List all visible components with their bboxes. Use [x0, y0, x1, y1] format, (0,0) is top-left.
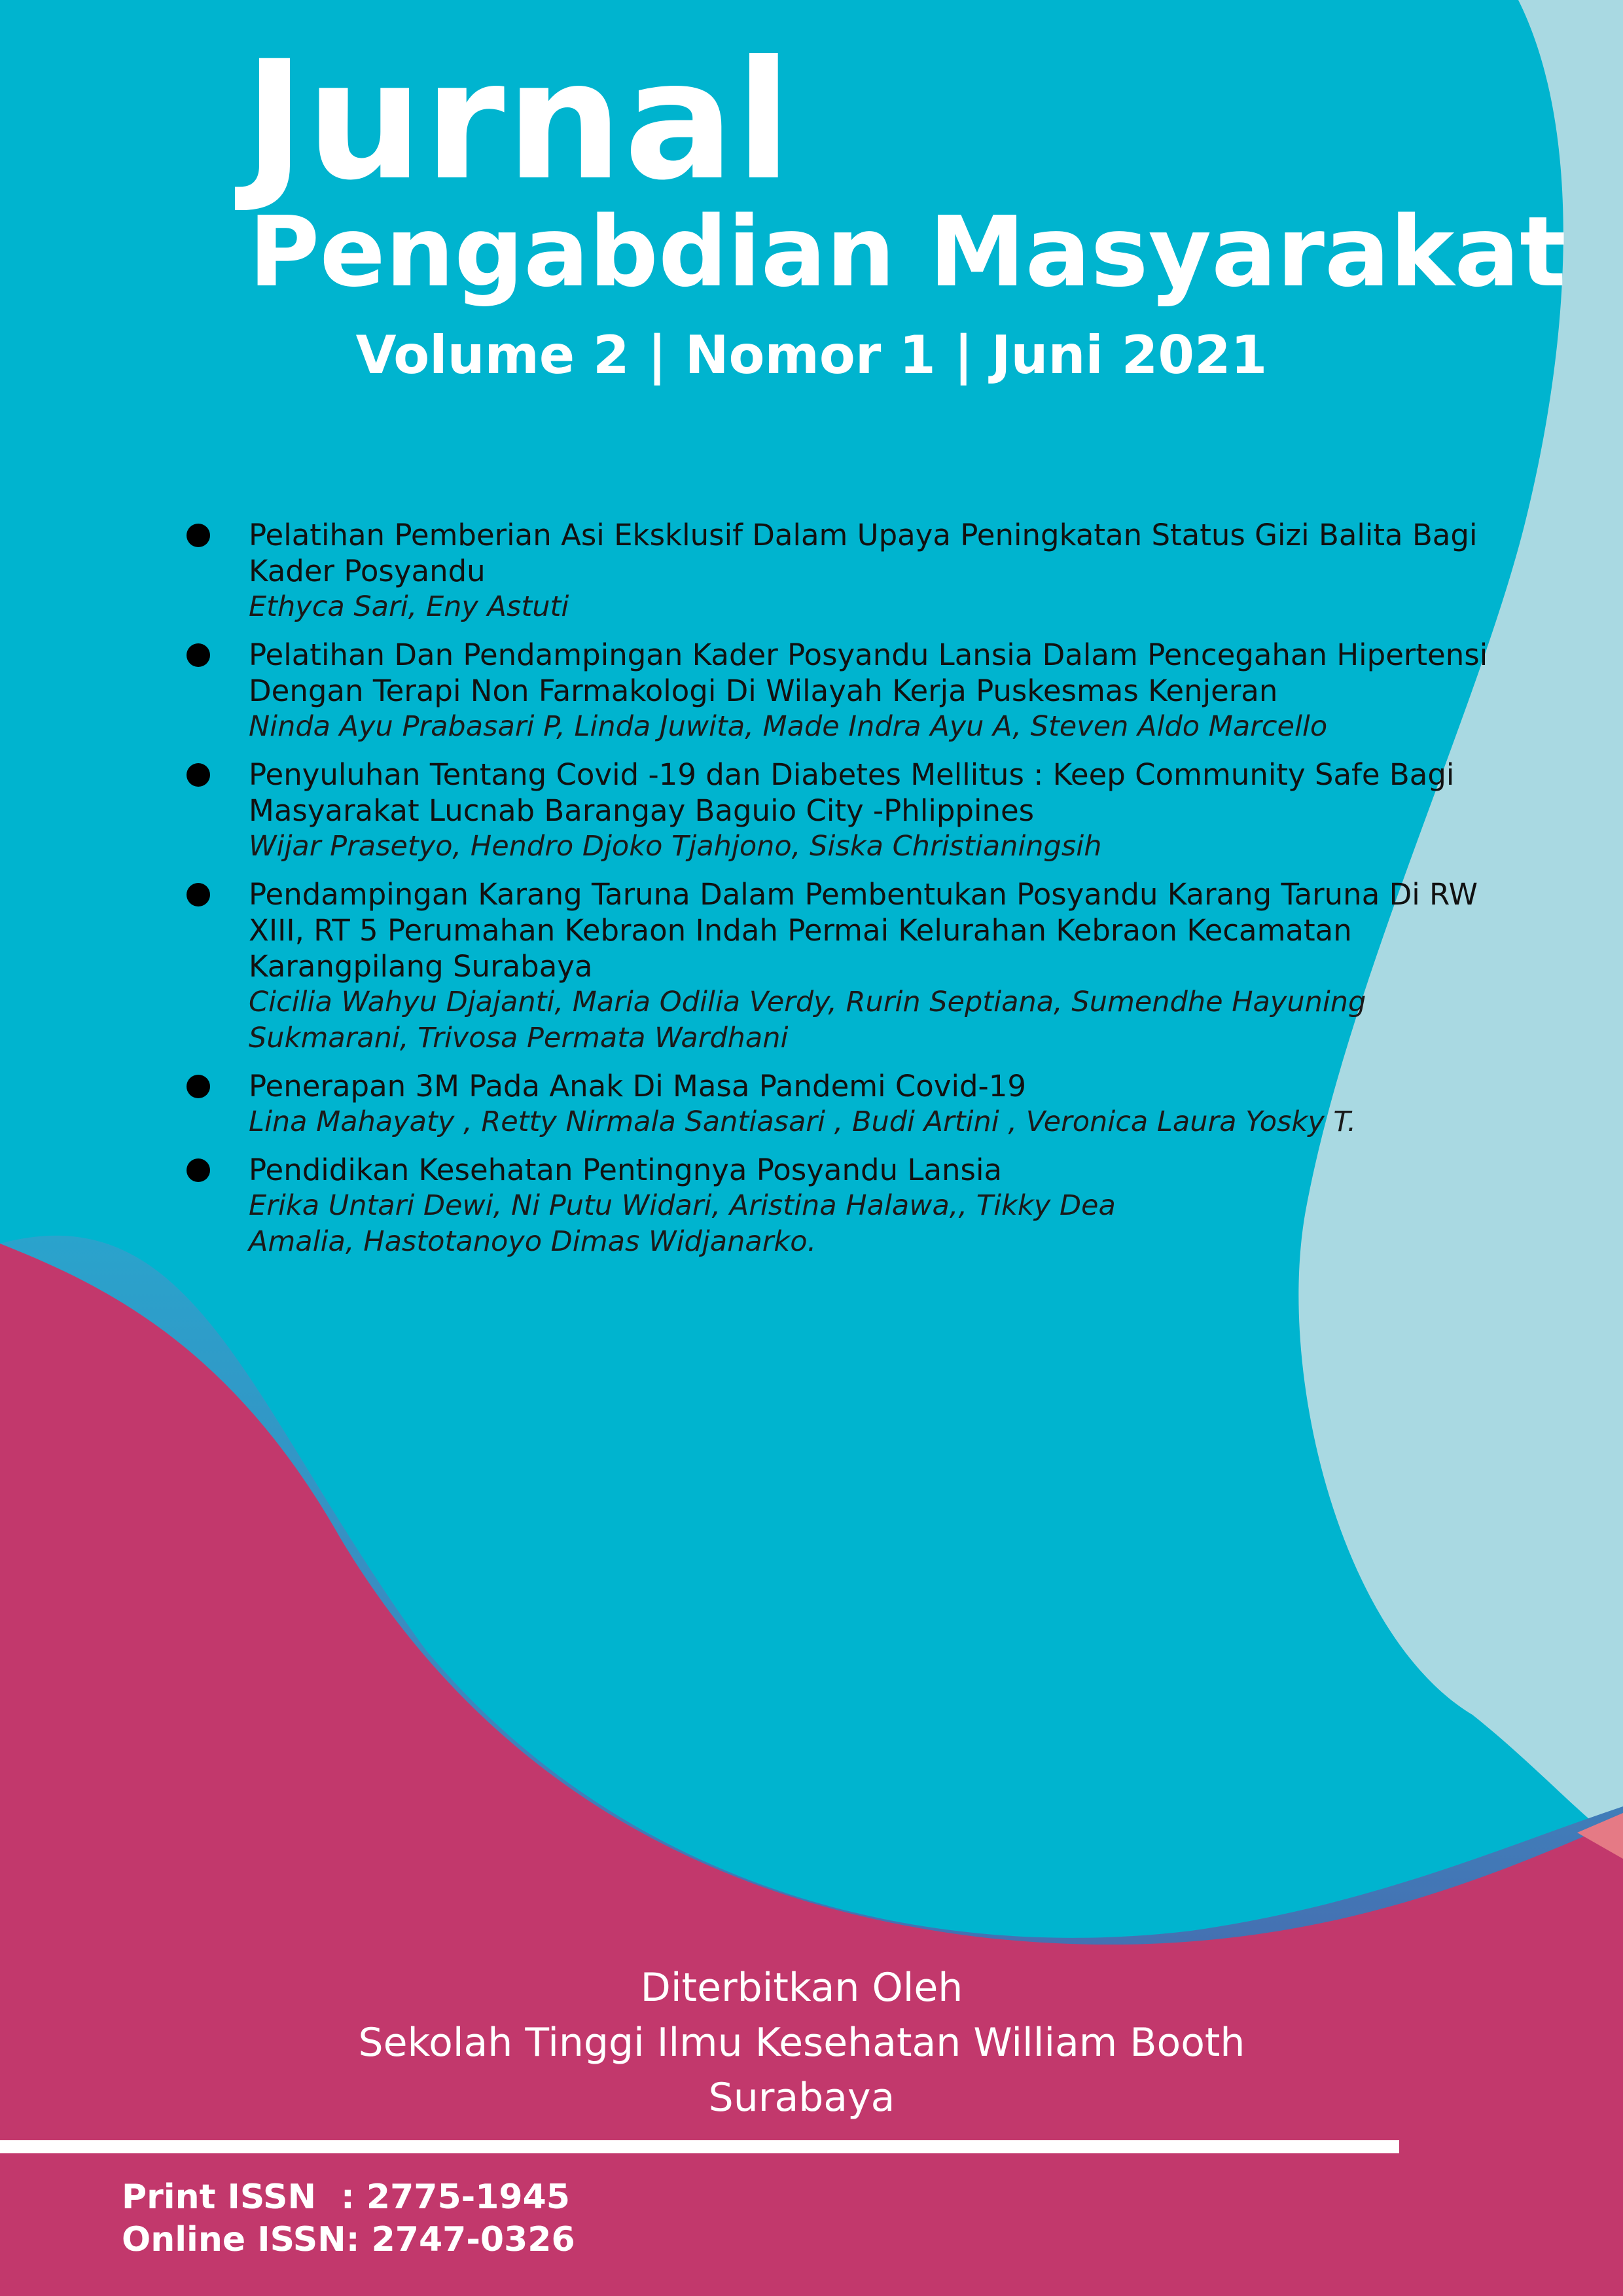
publisher-block — [0, 1960, 1603, 2125]
bullet-icon — [187, 1075, 210, 1098]
article-authors: Erika Untari Dewi, Ni Putu Widari, Aristina Halawa,, Tikky Dea Amalia, Hastotanoyo Dimas Widjanarko. — [249, 1189, 1116, 1258]
list-item — [177, 876, 1518, 1056]
bullet-icon — [187, 883, 210, 906]
online-issn-value: : 2747-0326 — [346, 2220, 575, 2259]
article-authors: Ninda Ayu Prabasari P, Linda Juwita, Made Indra Ayu A, Steven Aldo Marcello — [249, 710, 1328, 743]
bullet-icon — [187, 524, 210, 547]
volume-info: Volume 2 | Nomor 1 | Juni 2021 — [355, 325, 1268, 386]
publisher-label: Diterbitkan Oleh — [640, 1965, 963, 2011]
article-authors: Wijar Prasetyo, Hendro Djoko Tjahjono, Siska Christianingsih — [249, 830, 1102, 863]
article-authors: Lina Mahayaty , Retty Nirmala Santiasari , Budi Artini , Veronica Laura Yosky T. — [249, 1105, 1357, 1138]
journal-subtitle: Pengabdian Masyarakat — [249, 196, 1566, 308]
publisher-city: Surabaya — [708, 2075, 895, 2121]
article-title: Pelatihan Dan Pendampingan Kader Posyandu Lansia Dalam Pencegahan Hipertensi Dengan Terapi Non Farmakologi Di Wilayah Kerja Puskesmas Kenjeran — [249, 637, 1488, 708]
online-issn — [122, 2219, 575, 2261]
divider — [0, 2140, 1399, 2153]
list-item — [177, 1068, 1518, 1140]
publisher-name: Sekolah Tinggi Ilmu Kesehatan William Booth — [358, 2020, 1245, 2066]
bullet-icon — [187, 763, 210, 787]
print-issn — [122, 2176, 570, 2218]
bullet-icon — [187, 643, 210, 667]
article-title: Penyuluhan Tentang Covid -19 dan Diabetes Mellitus : Keep Community Safe Bagi Masyarakat Lucnab Barangay Baguio City -Phlippines — [249, 757, 1455, 828]
print-issn-label: Print ISSN — [122, 2178, 316, 2217]
list-item — [177, 757, 1518, 865]
article-title: Pendampingan Karang Taruna Dalam Pembentukan Posyandu Karang Taruna Di RW XIII, RT 5 Perumahan Kebraon Indah Permai Kelurahan Kebraon Kecamatan Karangpilang Surabaya — [249, 877, 1478, 984]
journal-title: Jurnal — [244, 26, 793, 216]
list-item — [177, 1152, 1518, 1260]
print-issn-value: : 2775-1945 — [341, 2178, 570, 2217]
list-item — [177, 637, 1518, 745]
bullet-icon — [187, 1158, 210, 1182]
list-item — [177, 517, 1518, 625]
article-authors: Ethyca Sari, Eny Astuti — [249, 590, 569, 623]
article-list — [177, 517, 1518, 1260]
article-title: Pendidikan Kesehatan Pentingnya Posyandu Lansia — [249, 1153, 1003, 1187]
online-issn-label: Online ISSN — [122, 2220, 346, 2259]
article-title: Penerapan 3M Pada Anak Di Masa Pandemi Covid-19 — [249, 1069, 1027, 1103]
article-authors: Cicilia Wahyu Djajanti, Maria Odilia Verdy, Rurin Septiana, Sumendhe Hayuning Sukmarani, Trivosa Permata Wardhani — [249, 986, 1366, 1054]
article-title: Pelatihan Pemberian Asi Eksklusif Dalam Upaya Peningkatan Status Gizi Balita Bagi Kader Posyandu — [249, 518, 1478, 588]
